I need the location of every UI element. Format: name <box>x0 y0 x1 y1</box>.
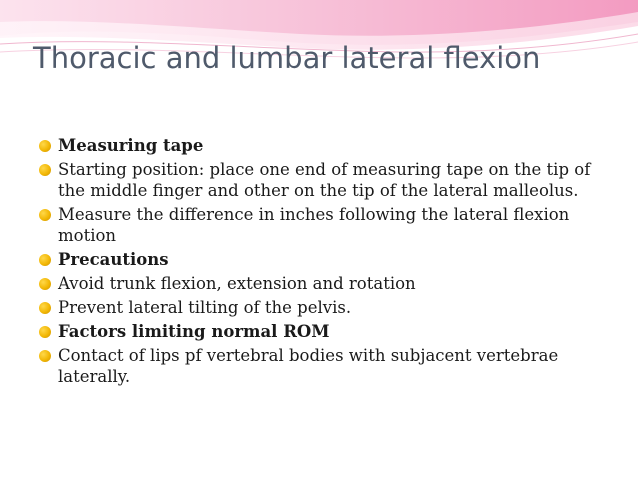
bullet-icon <box>39 254 51 266</box>
bullet-icon <box>39 350 51 362</box>
bullet-text: Contact of lips pf vertebral bodies with subjacent vertebrae laterally. <box>58 346 559 386</box>
bullet-text: Avoid trunk flexion, extension and rotation <box>58 274 416 293</box>
bullet-text: Measure the difference in inches following the lateral flexion motion <box>58 205 570 245</box>
bullet-item <box>38 159 618 201</box>
bullet-item <box>38 135 618 156</box>
bullet-icon <box>39 209 51 221</box>
bullet-icon <box>39 326 51 338</box>
bullet-text: Measuring tape <box>58 136 204 155</box>
bullet-icon <box>39 302 51 314</box>
bullet-item <box>38 249 618 270</box>
bullet-text: Starting position: place one end of measuring tape on the tip of the middle finger and other on the tip of the lateral malleolus. <box>58 160 591 200</box>
slide-title: Thoracic and lumbar lateral flexion <box>33 41 541 75</box>
bullet-item <box>38 297 618 318</box>
bullet-text: Prevent lateral tilting of the pelvis. <box>58 298 352 317</box>
bullet-item <box>38 345 618 387</box>
bullet-item <box>38 273 618 294</box>
bullet-text: Precautions <box>58 250 169 269</box>
bullet-item <box>38 204 618 246</box>
bullet-icon <box>39 140 51 152</box>
bullet-icon <box>39 164 51 176</box>
bullet-icon <box>39 278 51 290</box>
bullet-text: Factors limiting normal ROM <box>58 322 330 341</box>
bullet-item <box>38 321 618 342</box>
bullet-list <box>38 135 618 390</box>
